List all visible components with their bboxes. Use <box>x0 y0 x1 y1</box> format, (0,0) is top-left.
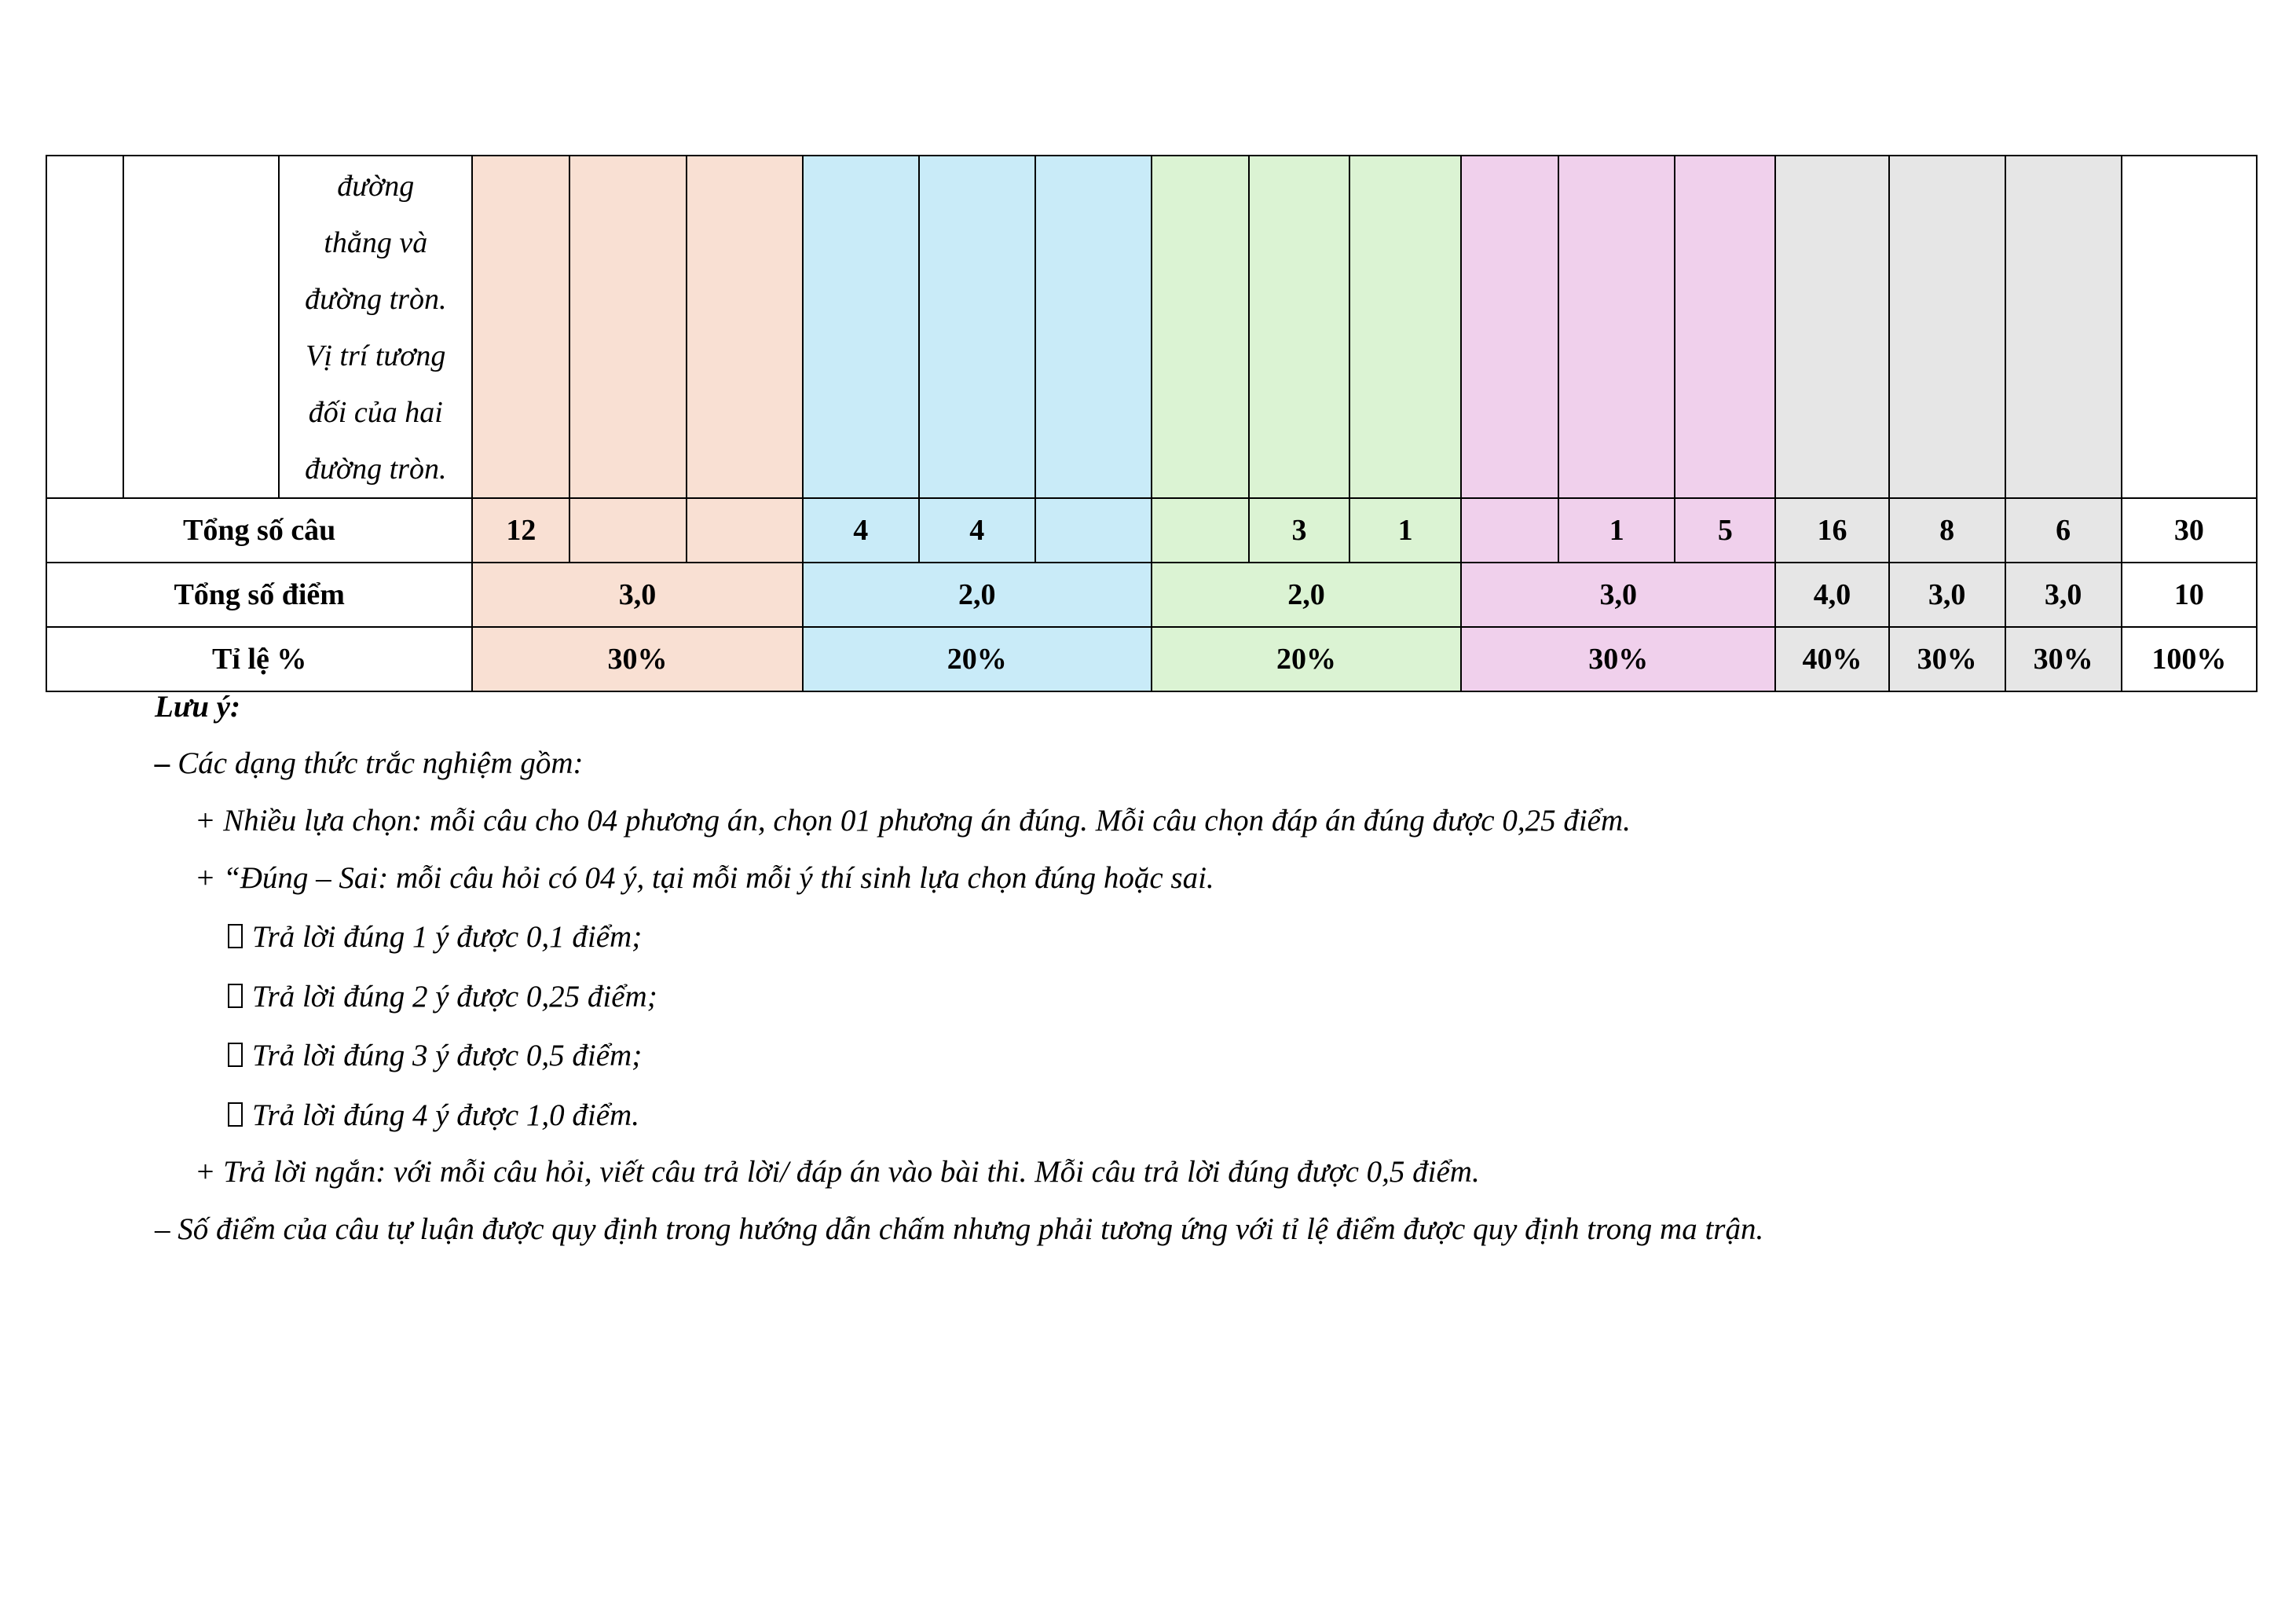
total-points-cell: 3,0 <box>2005 563 2122 627</box>
topic-line: đường <box>337 170 415 203</box>
tf-item-text: Trả lời đúng 2 ý được 0,25 điểm; <box>252 980 657 1014</box>
row-label: Tổng số câu <box>46 498 472 563</box>
bullet-box-icon <box>228 1102 243 1127</box>
ratio-cell: 30% <box>1461 627 1775 691</box>
total-questions-cell: 6 <box>2005 498 2122 563</box>
total-questions-cell: 1 <box>1349 498 1461 563</box>
note-true-false: + “Đúng – Sai: mỗi câu hỏi có 04 ý, tại mỗi mỗi ý thí sinh lựa chọn đúng hoặc sai. <box>195 861 1214 895</box>
total-questions-cell: 5 <box>1675 498 1775 563</box>
ratio-cell: 30% <box>472 627 802 691</box>
total-questions-cell: 4 <box>803 498 919 563</box>
tf-item <box>228 1038 642 1073</box>
note-essay: – Số điểm của câu tự luận được quy định trong hướng dẫn chấm nhưng phải tương ứng với tỉ lệ điểm được quy định trong ma trận. <box>155 1212 1764 1246</box>
tf-item <box>228 979 657 1014</box>
bullet-box-icon <box>228 984 243 1008</box>
total-questions-cell: 30 <box>2122 498 2257 563</box>
total-questions-cell: 16 <box>1775 498 1888 563</box>
tf-item <box>228 1098 639 1133</box>
topic-line: đối của hai <box>308 396 443 429</box>
topic-line: thẳng và <box>324 226 428 259</box>
topic-line: đường tròn. <box>305 453 447 486</box>
bullet-box-icon <box>228 924 243 948</box>
ratio-cell: 100% <box>2122 627 2257 691</box>
row-label: Tổng số điểm <box>46 563 472 627</box>
note-forms <box>155 746 584 781</box>
ratio-cell: 20% <box>803 627 1152 691</box>
bullet-box-icon <box>228 1043 243 1067</box>
ratio-cell: 30% <box>2005 627 2122 691</box>
ratio-cell: 40% <box>1775 627 1888 691</box>
topic-line: đường tròn. <box>305 283 447 316</box>
total-questions-cell: 12 <box>472 498 569 563</box>
row-label: Tỉ lệ % <box>46 627 472 691</box>
total-questions-cell: 3 <box>1249 498 1349 563</box>
total-points-cell: 3,0 <box>1889 563 2005 627</box>
total-points-cell: 2,0 <box>1152 563 1461 627</box>
tf-item-text: Trả lời đúng 3 ý được 0,5 điểm; <box>252 1039 643 1072</box>
total-questions-cell: 1 <box>1558 498 1675 563</box>
ratio-cell: 30% <box>1889 627 2005 691</box>
note-short-answer: + Trả lời ngắn: với mỗi câu hỏi, viết câu trả lời/ đáp án vào bài thi. Mỗi câu trả lời đúng được 0,5 điểm. <box>195 1155 1480 1189</box>
total-points-cell: 4,0 <box>1775 563 1888 627</box>
dash-mark: – <box>155 746 170 780</box>
note-multiple-choice: + Nhiều lựa chọn: mỗi câu cho 04 phương án, chọn 01 phương án đúng. Mỗi câu chọn đáp án đúng được 0,25 điểm. <box>195 804 1631 838</box>
tf-item-text: Trả lời đúng 1 ý được 0,1 điểm; <box>252 920 643 954</box>
tf-item <box>228 919 642 955</box>
ratio-cell: 20% <box>1152 627 1461 691</box>
total-points-cell: 2,0 <box>803 563 1152 627</box>
total-points-cell: 10 <box>2122 563 2257 627</box>
total-points-cell: 3,0 <box>1461 563 1775 627</box>
note-forms-text: Các dạng thức trắc nghiệm gồm: <box>170 746 584 780</box>
total-points-cell: 3,0 <box>472 563 802 627</box>
total-questions-cell: 8 <box>1889 498 2005 563</box>
tf-item-text: Trả lời đúng 4 ý được 1,0 điểm. <box>252 1098 639 1132</box>
total-questions-cell: 4 <box>919 498 1035 563</box>
topic-line: Vị trí tương <box>306 339 446 372</box>
notes-heading: Lưu ý: <box>155 690 240 724</box>
